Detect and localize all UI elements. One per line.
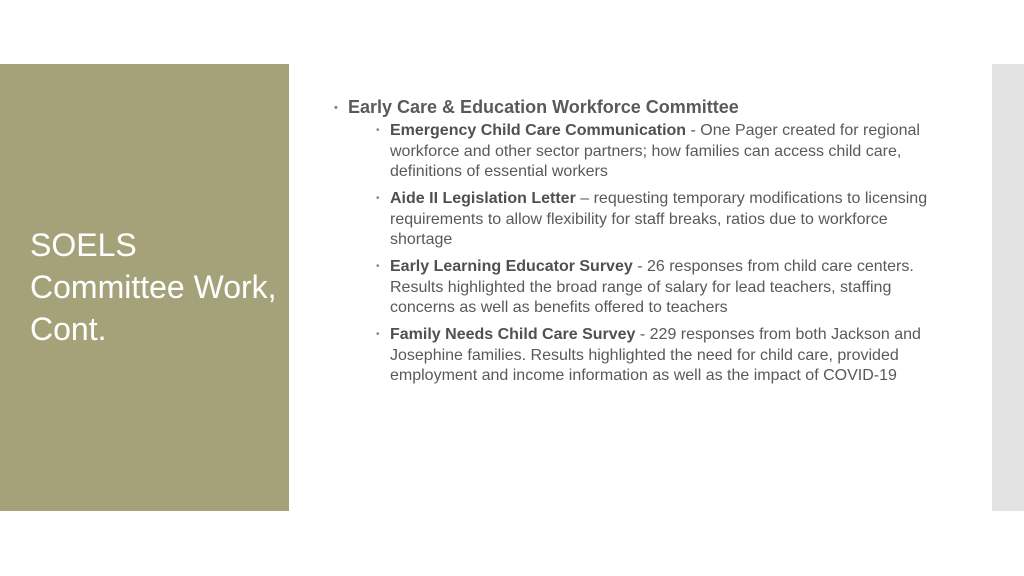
- sub-bullet-list: [376, 121, 944, 387]
- main-bullet: [334, 95, 944, 119]
- item-term: Aide II Legislation Letter: [390, 190, 576, 207]
- bullet-icon: •: [376, 329, 380, 340]
- bullet-icon: •: [334, 102, 338, 114]
- list-item: [376, 325, 944, 387]
- item-text: - 26 responses from child care centers. Results highlighted the broad range of salary for lead teachers, staffing concerns as well as benefits offered to teachers: [390, 258, 914, 316]
- item-text: - One Pager created for regional workforce and other sector partners; how families can access child care, definitions of essential workers: [390, 122, 920, 180]
- item-term: Emergency Child Care Communication: [390, 122, 687, 139]
- item-term: Early Learning Educator Survey: [390, 258, 633, 275]
- right-accent-bar: [992, 64, 1024, 511]
- item-text: – requesting temporary modifications to licensing requirements to allow flexibility for staff breaks, ratios due to workforce shortage: [390, 190, 928, 248]
- content-area: [334, 95, 944, 393]
- item-term: Family Needs Child Care Survey: [390, 326, 636, 343]
- list-item: [376, 189, 944, 251]
- bullet-icon: •: [376, 261, 380, 272]
- item-text: - 229 responses from both Jackson and Josephine families. Results highlighted the need for child care, provided employment and income information as well as the impact of COVID-19: [390, 326, 921, 384]
- bullet-icon: •: [376, 193, 380, 204]
- slide-title: SOELS Committee Work, Cont.: [30, 227, 277, 347]
- bullet-icon: •: [376, 125, 380, 136]
- list-item: [376, 121, 944, 183]
- main-heading: Early Care & Education Workforce Committee: [348, 97, 739, 117]
- list-item: [376, 257, 944, 319]
